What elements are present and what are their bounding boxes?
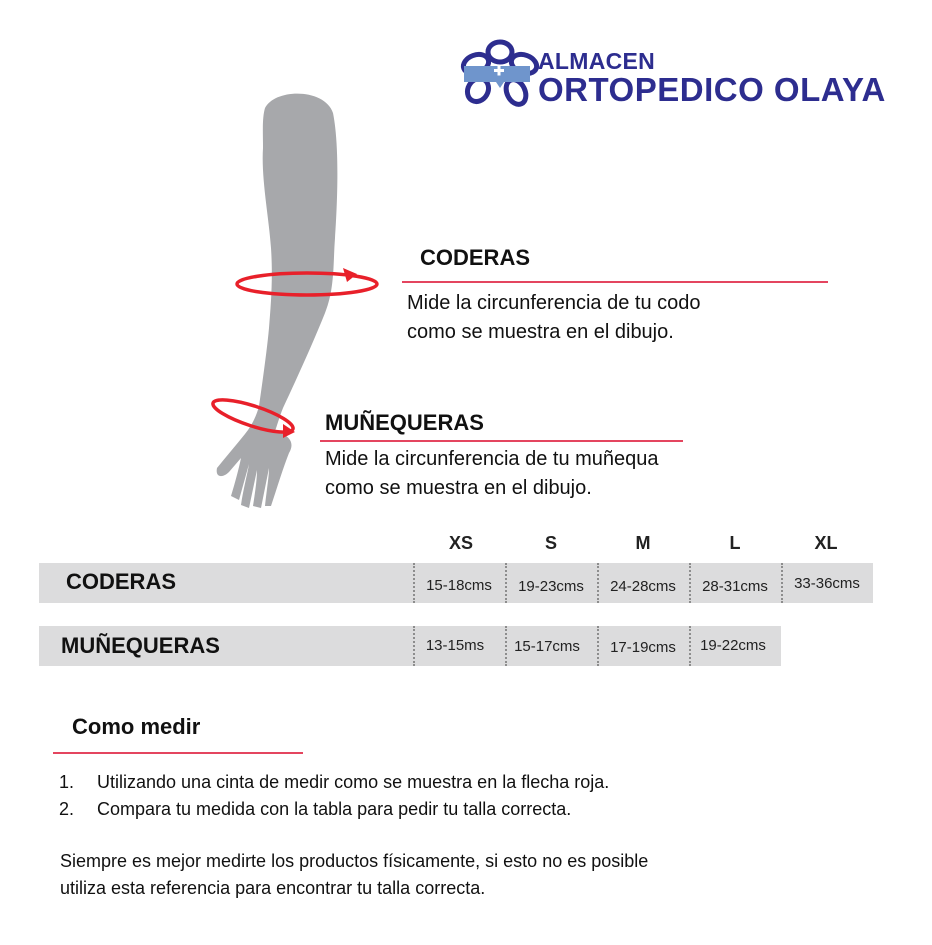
note-line2: utiliza esta referencia para encontrar tu talla correcta.	[60, 878, 486, 898]
size-cell-coderas-xl: 33-36cms	[794, 575, 860, 592]
note-line1: Siempre es mejor medirte los productos físicamente, si esto no es posible	[60, 851, 649, 871]
size-header-l: L	[729, 533, 741, 553]
brand-logo	[458, 38, 888, 110]
coderas-heading: CODERAS	[420, 245, 531, 270]
size-cell-munequeras-s: 15-17cms	[514, 638, 580, 655]
size-cell-munequeras-m: 17-19cms	[610, 639, 676, 656]
how-to-step-2-text: Compara tu medida con la tabla para pedir tu talla correcta.	[97, 799, 572, 819]
size-row-label-coderas: CODERAS	[66, 569, 177, 594]
coderas-desc-line1: Mide la circunferencia de tu codo	[407, 292, 701, 314]
how-to-heading: Como medir	[72, 714, 201, 739]
how-to-step-1-text: Utilizando una cinta de medir como se muestra en la flecha roja.	[97, 772, 610, 792]
column-separator	[781, 563, 783, 603]
column-separator	[505, 563, 507, 603]
size-header-xl: XL	[814, 533, 838, 553]
how-to-step-2-num: 2.	[59, 799, 75, 819]
size-cell-coderas-l: 28-31cms	[702, 578, 768, 595]
munequeras-divider	[320, 440, 683, 442]
column-separator	[413, 563, 415, 603]
size-cell-munequeras-xs: 13-15ms	[425, 637, 485, 654]
size-cell-coderas-xs: 15-18cms	[426, 577, 492, 594]
size-row-label-munequeras: MUÑEQUERAS	[61, 633, 220, 658]
size-cell-munequeras-l: 19-22cms	[700, 637, 766, 654]
medical-cross-flower-icon	[458, 38, 542, 110]
size-header-s: S	[544, 533, 557, 553]
brand-name-line1: ALMACEN	[538, 48, 656, 74]
size-cell-coderas-m: 24-28cms	[610, 578, 676, 595]
column-separator	[597, 563, 599, 603]
size-cell-coderas-s: 19-23cms	[518, 578, 584, 595]
munequeras-heading: MUÑEQUERAS	[325, 410, 484, 435]
how-to-divider	[53, 752, 303, 754]
column-separator	[597, 626, 599, 666]
column-separator	[689, 563, 691, 603]
size-header-m: M	[635, 533, 651, 553]
munequeras-desc-line2: como se muestra en el dibujo.	[325, 477, 592, 499]
coderas-desc-line2: como se muestra en el dibujo.	[407, 321, 674, 343]
how-to-step-1-num: 1.	[59, 772, 75, 792]
size-header-xs: XS	[448, 533, 473, 553]
brand-name-line2: ORTOPEDICO OLAYA	[538, 71, 886, 108]
coderas-divider	[402, 281, 828, 283]
munequeras-desc-line1: Mide la circunferencia de tu muñequa	[325, 448, 659, 470]
